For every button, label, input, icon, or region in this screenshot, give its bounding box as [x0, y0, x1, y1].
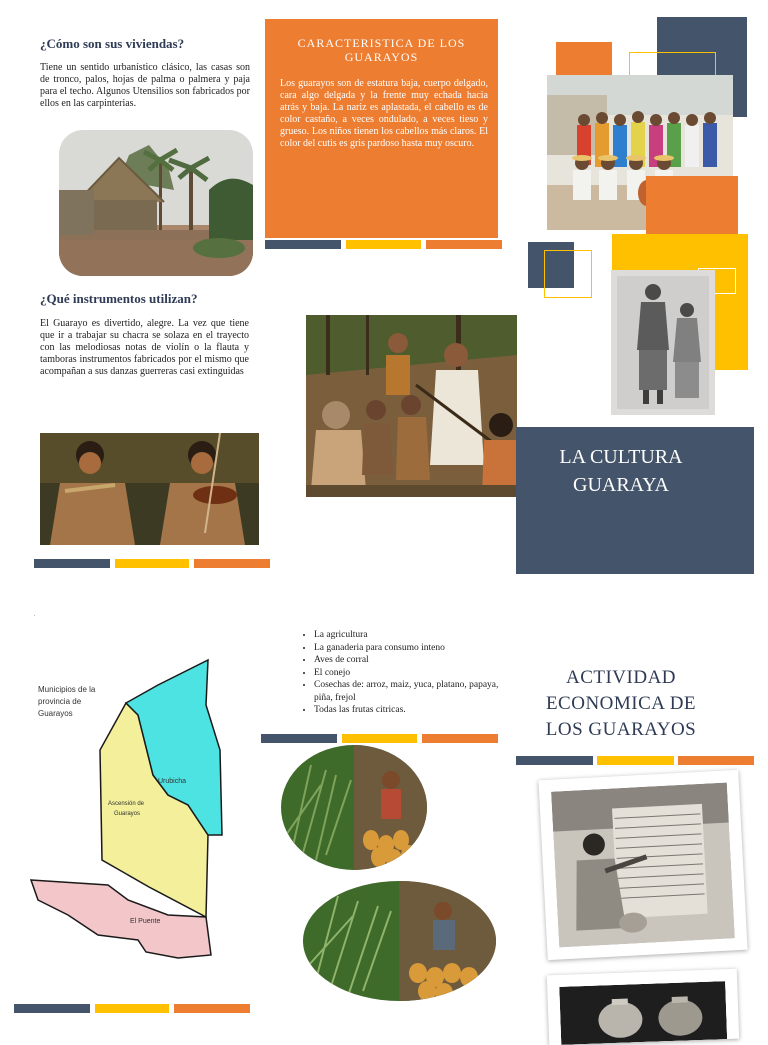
divider-yellow	[346, 240, 421, 249]
divider-navy-4	[261, 734, 337, 743]
caracteristica-title: CARACTERISTICA DE LOS GUARAYOS	[297, 36, 466, 64]
weaver-photo	[551, 783, 735, 948]
activity-item: • Cosechas de: arroz, maiz, yuca, platano, papaya, piña, frejol	[314, 679, 510, 704]
caracteristica-text: Los guarayos son de estatura baja, cuerpo delgado, cara algo delgada y la frente muy echada hacia atrás y baja. La nariz es aplastada, el cabello es de color castaño, a veces ondulado, a veces tieso y grueso. Los niños tienen los cabellos más claros. El color del cutis es gris pardoso hasta muy oscuro.	[280, 78, 488, 149]
map-label-ascension-1: Ascensión de	[108, 801, 145, 807]
historic-photo	[611, 270, 715, 415]
divider-orange-2	[194, 559, 270, 568]
map-label-urubicha: Urubicha	[158, 778, 187, 785]
pineapple-photo-2	[303, 881, 496, 1001]
activity-item: • Aves de corral	[314, 654, 510, 667]
divider-orange-5	[678, 756, 754, 765]
decor-yellow-outline-small	[544, 250, 592, 298]
pottery-photo	[559, 981, 727, 1045]
economica-line1: ACTIVIDAD	[565, 667, 677, 688]
pineapple-photo-1	[281, 745, 427, 870]
map-label-ascension-2: Guarayos	[114, 811, 141, 817]
map-title-3: Guarayos	[38, 709, 73, 718]
viviendas-text: Tiene un sentido urbanístico clásico, las casas son de tronco, palos, hojas de palma o palmera y paja para el techo. Algunos Utensilios son fabricados por ellos en las carpinterias.	[40, 62, 250, 109]
banner-line2: GUARAYA	[573, 474, 669, 496]
divider-yellow-4	[342, 734, 417, 743]
divider-navy-2	[34, 559, 110, 568]
pottery-frame	[547, 969, 739, 1045]
divider-orange-3	[174, 1004, 250, 1013]
activities-list	[300, 629, 510, 717]
economica-line3: LOS GUARAYOS	[545, 719, 697, 740]
instrumentos-heading: ¿Qué instrumentos utilizan?	[40, 291, 198, 306]
map-label-puente: El Puente	[130, 918, 161, 925]
divider-orange-4	[422, 734, 498, 743]
divider-navy-3	[14, 1004, 90, 1013]
divider-yellow-3	[95, 1004, 169, 1013]
instrumentos-text: El Guarayo es divertido, alegre. La vez que tiene que ir a trabajar su chacra se solaza en el trayecto con las melodiosas notas de violín o la flauta y tamboras instrumentos fabricados por el mismo que acompañan a sus danzas guerreras casi extinguidas	[40, 318, 249, 377]
house-photo	[59, 130, 253, 276]
culture-banner	[516, 427, 754, 574]
activity-item: • Todas las frutas citricas.	[314, 704, 510, 717]
banner-line1: LA CULTURA	[559, 446, 683, 468]
divider-orange	[426, 240, 502, 249]
divider-yellow-2	[115, 559, 189, 568]
viviendas-heading: ¿Cómo son sus viviendas?	[40, 36, 185, 51]
map-title-2: provincia de	[38, 697, 82, 706]
economica-line2: ECONOMICA DE	[545, 693, 697, 714]
economica-title	[516, 665, 726, 743]
divider-navy-5	[516, 756, 593, 765]
activity-item: • La ganaderia para consumo inteno	[314, 642, 510, 655]
divider-yellow-5	[597, 756, 674, 765]
caracteristica-card	[265, 19, 498, 238]
divider-navy	[265, 240, 341, 249]
musicians-photo	[40, 433, 259, 545]
musicians-frame	[32, 425, 267, 553]
activity-item: • La agricultura	[314, 629, 510, 642]
map-title-1: Municipios de la	[38, 685, 96, 694]
activity-item: • El conejo	[314, 667, 510, 680]
weaver-frame	[538, 770, 747, 960]
ceremony-photo	[306, 315, 517, 497]
map	[28, 655, 228, 960]
